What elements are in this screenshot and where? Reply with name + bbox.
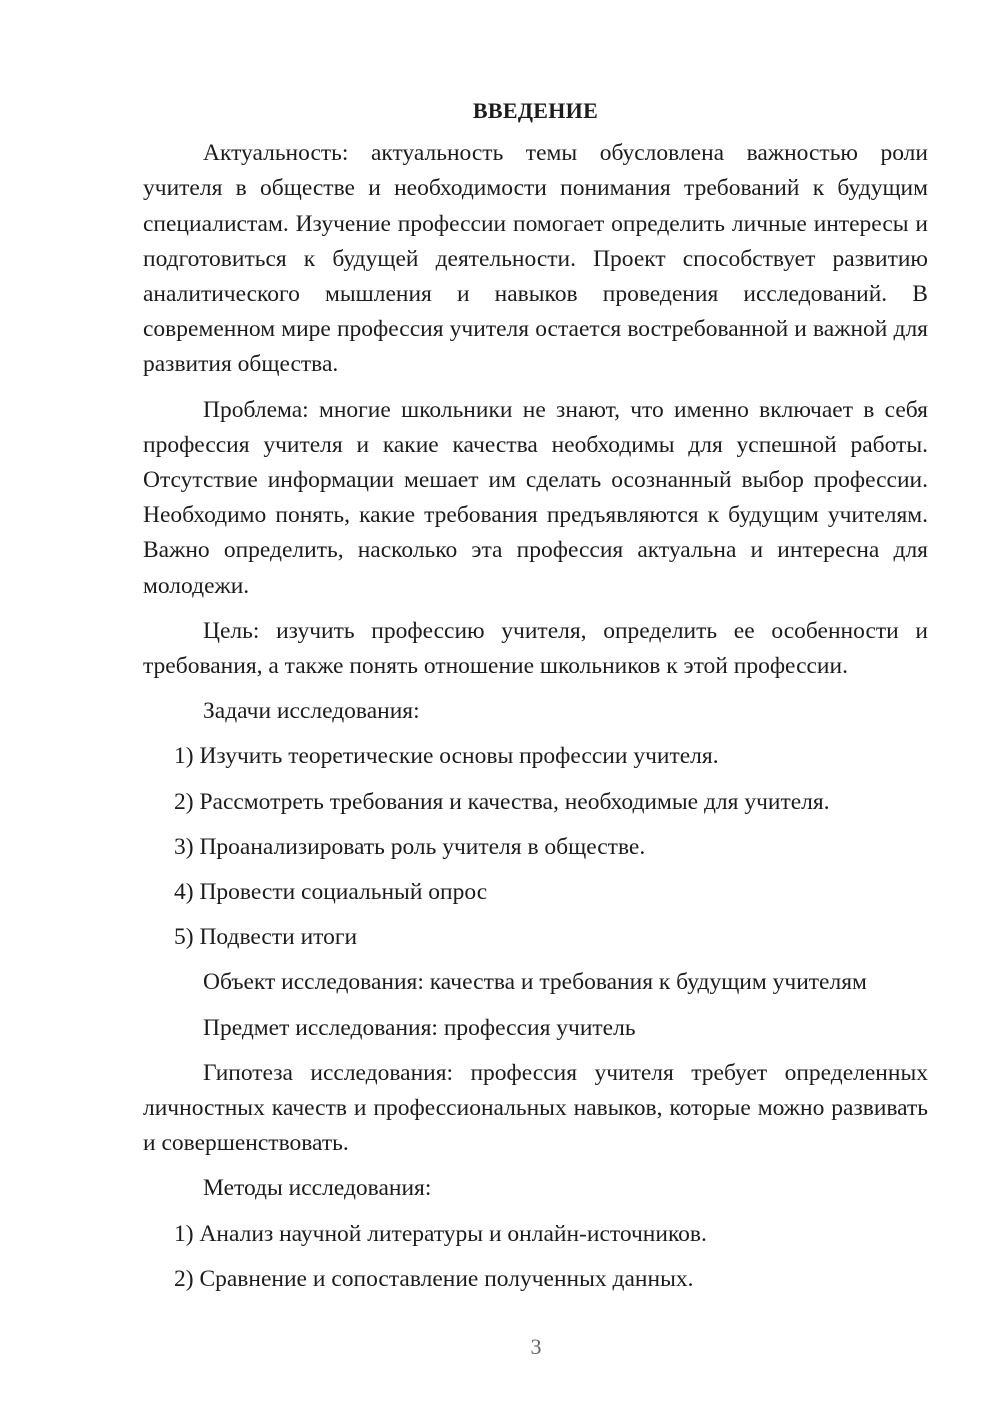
task-item-5: 5) Подвести итоги — [174, 924, 358, 951]
method-item-1: 1) Анализ научной литературы и онлайн-источников. — [174, 1220, 707, 1247]
task-item-1: 1) Изучить теоретические основы профессии учителя. — [174, 743, 719, 770]
task-item-4: 4) Провести социальный опрос — [174, 879, 488, 906]
paragraph-problem: Проблема: многие школьники не знают, что именно включает в себя профессия учителя и какие качества необходимы для успешной работы. Отсутствие информации мешает им сделать осознанный выбор профессии. Необходимо понять, какие требования предъявляются к будущим учителям. Важно определить, насколько эта профессия актуальна и интересна для молодежи. — [143, 396, 928, 599]
tasks-heading: Задачи исследования: — [203, 698, 420, 725]
paragraph-goal: Цель: изучить профессию учителя, определить ее особенности и требования, а также понять отношение школьников к этой профессии. — [143, 617, 928, 680]
research-object: Объект исследования: качества и требования к будущим учителям — [203, 969, 867, 996]
page-content — [143, 93, 928, 1307]
page-number: 3 — [530, 1334, 542, 1359]
methods-list — [143, 1217, 928, 1297]
research-subject: Предмет исследования: профессия учитель — [203, 1014, 636, 1041]
task-item-3: 3) Проанализировать роль учителя в обществе. — [174, 833, 646, 860]
method-item-2: 2) Сравнение и сопоставление полученных данных. — [174, 1265, 694, 1292]
methods-heading: Методы исследования: — [203, 1175, 432, 1202]
section-title: ВВЕДЕНИЕ — [472, 98, 599, 123]
paragraph-hypothesis: Гипотеза исследования: профессия учителя требует определенных личностных качеств и профессиональных навыков, которые можно развивать и совершенствовать. — [143, 1059, 928, 1157]
paragraph-relevance: Актуальность: актуальность темы обусловлена важностью роли учителя в обществе и необходимости понимания требований к будущим специалистам. Изучение профессии помогает определить личные интересы и подготовиться к будущей деятельности. Проект способствует развитию аналитического мышления и навыков проведения исследований. В современном мире профессия учителя остается востребованной и важной для развития общества. — [143, 140, 928, 378]
tasks-list — [143, 739, 928, 955]
task-item-2: 2) Рассмотреть требования и качества, необходимые для учителя. — [174, 788, 830, 815]
